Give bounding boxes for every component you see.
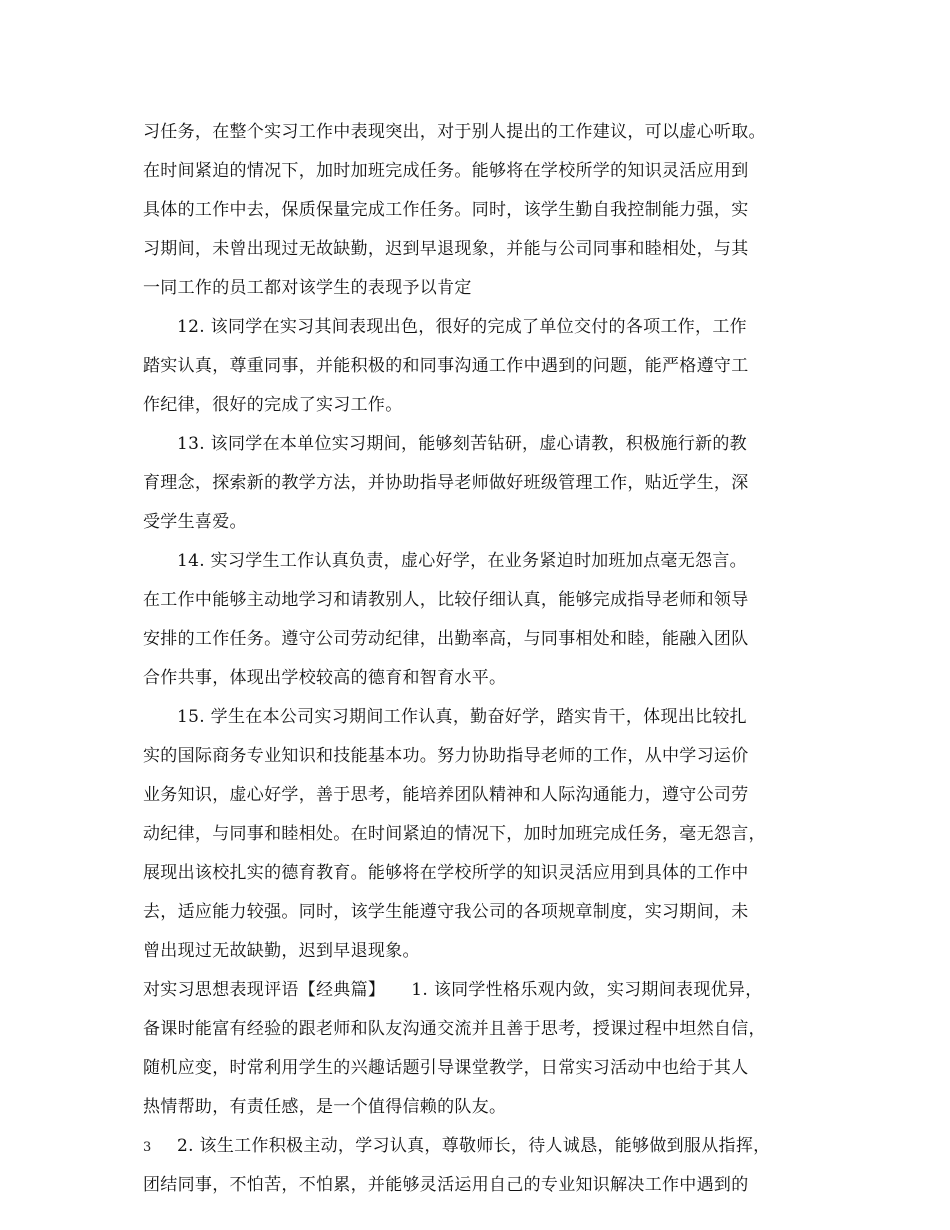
text-line: 曾出现过无故缺勤，迟到早退现象。 bbox=[143, 941, 420, 961]
section-heading-line: 对实习思想表现评语【经典篇】 1. 该同学性格乐观内敛，实习期间表现优异， bbox=[143, 980, 763, 1000]
text-line: 在时间紧迫的情况下，加时加班完成任务。能够将在学校所学的知识灵活应用到 bbox=[143, 161, 749, 181]
paragraph-15-start: 15. 学生在本公司实习期间工作认真，勤奋好学，踏实肯干，体现出比较扎 bbox=[177, 707, 747, 727]
body-text bbox=[143, 113, 833, 1205]
text-line: 合作共事，体现出学校较高的德育和智育水平。 bbox=[143, 668, 507, 688]
text-line: 业务知识，虚心好学，善于思考，能培养团队精神和人际沟通能力，遵守公司劳 bbox=[143, 785, 749, 805]
text-line: 团结同事，不怕苦，不怕累，并能够灵活运用自己的专业知识解决工作中遇到的 bbox=[143, 1175, 749, 1195]
text-line: 实的国际商务专业知识和技能基本功。努力协助指导老师的工作，从中学习运价 bbox=[143, 746, 749, 766]
paragraph-14-start: 14. 实习学生工作认真负责，虚心好学，在业务紧迫时加班加点毫无怨言。 bbox=[177, 551, 747, 571]
text-line: 在工作中能够主动地学习和请教别人，比较仔细认真，能够完成指导老师和领导 bbox=[143, 590, 749, 610]
text-line: 受学生喜爱。 bbox=[143, 512, 247, 532]
paragraph-13-start: 13. 该同学在本单位实习期间，能够刻苦钻研，虚心请教，积极施行新的教 bbox=[177, 434, 747, 454]
page-number: 3 bbox=[143, 1140, 152, 1155]
text-line: 随机应变，时常利用学生的兴趣话题引导课堂教学，日常实习活动中也给于其人 bbox=[143, 1058, 749, 1078]
text-line: 展现出该校扎实的德育教育。能够将在学校所学的知识灵活应用到具体的工作中 bbox=[143, 863, 749, 883]
text-line: 动纪律，与同事和睦相处。在时间紧迫的情况下，加时加班完成任务，毫无怨言， bbox=[143, 824, 766, 844]
text-line: 热情帮助，有责任感，是一个值得信赖的队友。 bbox=[143, 1097, 507, 1117]
text-line: 具体的工作中去，保质保量完成工作任务。同时，该学生勤自我控制能力强，实 bbox=[143, 200, 749, 220]
paragraph-12-start: 12. 该同学在实习其间表现出色，很好的完成了单位交付的各项工作，工作 bbox=[177, 317, 747, 337]
text-line: 一同工作的员工都对该学生的表现予以肯定 bbox=[143, 278, 472, 298]
text-line: 去，适应能力较强。同时，该学生能遵守我公司的各项规章制度，实习期间，未 bbox=[143, 902, 749, 922]
text-line: 习期间，未曾出现过无故缺勤，迟到早退现象，并能与公司同事和睦相处，与其 bbox=[143, 239, 749, 259]
text-line: 育理念，探索新的教学方法，并协助指导老师做好班级管理工作，贴近学生，深 bbox=[143, 473, 749, 493]
paragraph-2-start: 2. 该生工作积极主动，学习认真，尊敬师长，待人诚恳，能够做到服从指挥， bbox=[177, 1136, 771, 1156]
text-line: 备课时能富有经验的跟老师和队友沟通交流并且善于思考，授课过程中坦然自信， bbox=[143, 1019, 766, 1039]
text-line: 踏实认真，尊重同事，并能积极的和同事沟通工作中遇到的问题，能严格遵守工 bbox=[143, 356, 749, 376]
text-line: 习任务，在整个实习工作中表现突出，对于别人提出的工作建议，可以虚心听取。 bbox=[143, 122, 766, 142]
text-line: 安排的工作任务。遵守公司劳动纪律，出勤率高，与同事相处和睦，能融入团队 bbox=[143, 629, 749, 649]
text-line: 作纪律，很好的完成了实习工作。 bbox=[143, 395, 403, 415]
